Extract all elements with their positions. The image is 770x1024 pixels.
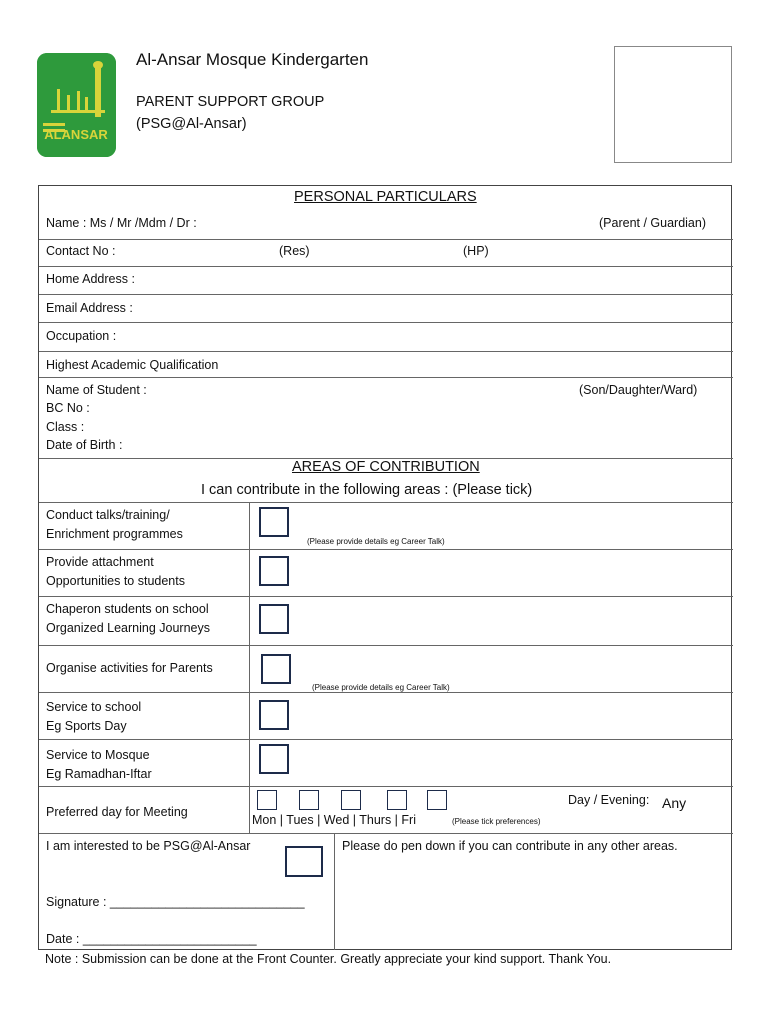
org-subtitle [136,91,324,135]
divider [39,377,733,378]
class-label: Class : [46,420,85,434]
checkbox-thurs[interactable] [387,790,407,810]
column-divider [249,502,250,833]
divider [39,739,733,740]
contribution-item-3-line1: Chaperon students on school [46,602,209,616]
day-evening-value: Any [662,795,687,811]
contribution-item-6-line1: Service to Mosque [46,748,150,762]
checkbox-fri[interactable] [427,790,447,810]
registration-form [38,185,732,950]
checkbox-service-school[interactable] [259,700,289,730]
subtitle-line-2: (PSG@Al-Ansar) [136,116,247,132]
checkbox-attachment[interactable] [259,556,289,586]
interested-label: I am interested to be PSG@Al-Ansar [46,839,251,853]
org-title: Al-Ansar Mosque Kindergarten [136,50,369,69]
contribution-item-2-line1: Provide attachment [46,555,154,569]
contribution-item-5-line2: Eg Sports Day [46,719,127,733]
checkbox-service-mosque[interactable] [259,744,289,774]
pen-down-label: Please do pen down if you can contribute in any other areas. [342,839,678,853]
email-address-label: Email Address : [46,301,133,315]
qualification-label: Highest Academic Qualification [46,358,219,372]
divider [39,786,733,787]
tick-preferences-note: (Please tick preferences) [452,817,541,826]
checkbox-wed[interactable] [341,790,361,810]
checkbox-talks-training[interactable] [259,507,289,537]
checkbox-chaperon[interactable] [259,604,289,634]
contribution-item-1-line1: Conduct talks/training/ [46,508,170,522]
occupation-label: Occupation : [46,329,117,343]
student-name-label: Name of Student : [46,383,147,397]
mosque-logo-icon [37,53,116,157]
contribution-item-2-line2: Opportunities to students [46,574,185,588]
checkbox-interested[interactable] [285,846,323,877]
signature-field[interactable]: Signature : ____________________________ [46,895,305,909]
home-address-label: Home Address : [46,272,135,286]
contribution-item-5-line1: Service to school [46,700,142,714]
divider [39,502,733,503]
divider [39,549,733,550]
contact-res-label: (Res) [279,244,310,258]
divider [39,239,733,240]
photo-box[interactable] [614,46,732,163]
contribution-item-6-line2: Eg Ramadhan-Iftar [46,767,152,781]
svg-text:ALANSAR: ALANSAR [44,127,108,142]
student-relation-label: (Son/Daughter/Ward) [579,383,698,397]
date-field[interactable]: Date : _________________________ [46,932,257,946]
days-line: Mon | Tues | Wed | Thurs | Fri [252,813,416,827]
day-evening-label: Day / Evening: [568,793,650,807]
checkbox-tues[interactable] [299,790,319,810]
contact-hp-label: (HP) [463,244,489,258]
divider [39,266,733,267]
contact-label: Contact No : [46,244,116,258]
divider [39,692,733,693]
divider [39,294,733,295]
contribution-instruction: I can contribute in the following areas : (Please tick) [201,482,533,498]
contribution-item-4-note: (Please provide details eg Career Talk) [312,683,450,692]
divider [39,645,733,646]
submission-note: Note : Submission can be done at the Front Counter. Greatly appreciate your kind support. Thank You. [45,952,612,966]
alansar-logo [37,53,116,157]
contribution-item-1-line2: Enrichment programmes [46,527,183,541]
divider [39,596,733,597]
subtitle-line-1: PARENT SUPPORT GROUP [136,94,325,110]
checkbox-mon[interactable] [257,790,277,810]
column-divider [334,833,335,950]
divider [39,322,733,323]
divider [39,351,733,352]
contribution-item-3-line2: Organized Learning Journeys [46,621,210,635]
bc-no-label: BC No : [46,401,90,415]
contribution-item-1-note: (Please provide details eg Career Talk) [307,537,445,546]
contribution-heading: AREAS OF CONTRIBUTION [292,459,480,475]
dob-label: Date of Birth : [46,438,123,452]
name-label: Name : Ms / Mr /Mdm / Dr : [46,216,197,230]
checkbox-organise-activities[interactable] [261,654,291,684]
name-role-label: (Parent / Guardian) [599,216,706,230]
contribution-item-4-line1: Organise activities for Parents [46,661,213,675]
meeting-label: Preferred day for Meeting [46,805,188,819]
divider [39,833,733,834]
personal-heading: PERSONAL PARTICULARS [294,189,477,205]
